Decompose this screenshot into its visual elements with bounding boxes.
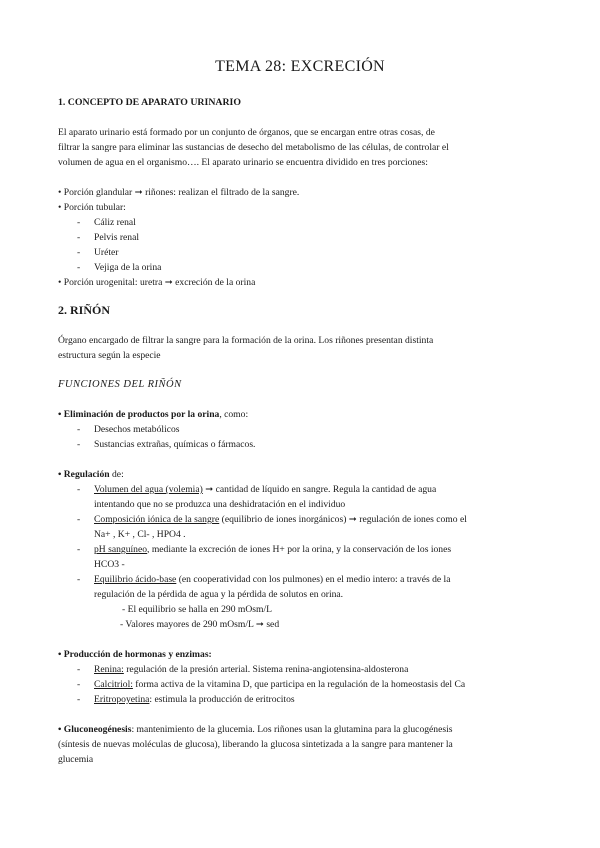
list-item-cont: regulación de la pérdida de agua y la pérdida de solutos en orina. — [94, 589, 344, 600]
list-item: Sustancias extrañas, químicas o fármacos. — [94, 439, 256, 450]
list-item: Composición iónica de la sangre (equilibrio de iones inorgánicos) ➞ regulación de iones como el — [94, 514, 467, 525]
funciones-heading: FUNCIONES DEL RIÑÓN — [58, 379, 182, 390]
list-item: pH sanguíneo, mediante la excreción de iones H+ por la orina, y la conservación de los iones — [94, 544, 452, 555]
dash-marker: - — [77, 514, 81, 525]
dash-marker: - — [77, 232, 81, 243]
gluconeogenesis-para: • Gluconeogénesis: mantenimiento de la glucemia. Los riñones usan la glutamina para la glucogénesis — [58, 724, 453, 735]
list-item-cont: Na+ , K+ , Cl- , HPO4 . — [94, 529, 186, 540]
list-item: Equilibrio ácido-base (en cooperatividad con los pulmones) en el medio intero: a través de la — [94, 574, 451, 585]
page-title: TEMA 28: EXCRECIÓN — [215, 58, 385, 75]
dash-marker: - — [77, 544, 81, 555]
list-item: Pelvis renal — [94, 232, 140, 243]
dash-marker: - — [77, 484, 81, 495]
gluconeogenesis-line: (síntesis de nuevas moléculas de glucosa), liberando la glucosa sintetizada a la sangre para mantener la — [58, 739, 453, 750]
dash-marker: - — [77, 694, 81, 705]
eliminacion-bullet: • Eliminación de productos por la orina, como: — [58, 409, 249, 420]
nested-note: - El equilibrio se halla en 290 mOsm/L — [122, 604, 273, 615]
bullet-urogenital: • Porción urogenital: uretra ➞ excreción de la orina — [58, 277, 256, 288]
list-item: Desechos metabólicos — [94, 424, 180, 435]
list-item: Vejiga de la orina — [94, 262, 162, 273]
bullet-glandular: • Porción glandular ➞ riñones: realizan el filtrado de la sangre. — [58, 187, 300, 198]
list-item: Calcitriol: forma activa de la vitamina D, que participa en la regulación de la homeostasis del Ca — [94, 679, 466, 690]
dash-marker: - — [77, 247, 81, 258]
section1-para-line: El aparato urinario está formado por un conjunto de órganos, que se encargan entre otras cosas, de — [58, 127, 435, 138]
list-item: Volumen del agua (volemia) ➞ cantidad de líquido en sangre. Regula la cantidad de agua — [94, 484, 437, 495]
section1-para-line: filtrar la sangre para eliminar las sustancias de desecho del metabolismo de las células, de controlar el — [58, 142, 449, 153]
list-item: Eritropoyetina: estimula la producción de eritrocitos — [94, 694, 295, 705]
section1-heading: 1. CONCEPTO DE APARATO URINARIO — [58, 97, 241, 108]
list-item-cont: HCO3 - — [94, 559, 125, 570]
dash-marker: - — [77, 217, 81, 228]
hormonas-bullet: • Producción de hormonas y enzimas: — [58, 649, 212, 660]
list-item-cont: intentando que no se produzca una deshidratación en el individuo — [94, 499, 346, 510]
section2-para-line: Órgano encargado de filtrar la sangre para la formación de la orina. Los riñones presentan distinta — [58, 335, 434, 346]
section2-heading: 2. RIÑÓN — [58, 303, 111, 317]
list-item: Uréter — [94, 247, 119, 258]
dash-marker: - — [77, 439, 81, 450]
section1-para-line: volumen de agua en el organismo…. El aparato urinario se encuentra dividido en tres porciones: — [58, 157, 428, 168]
dash-marker: - — [77, 424, 81, 435]
dash-marker: - — [77, 664, 81, 675]
list-item: Cáliz renal — [94, 217, 136, 228]
dash-marker: - — [77, 679, 81, 690]
section2-para-line: estructura según la especie — [58, 350, 161, 361]
list-item: Renina: regulación de la presión arterial. Sistema renina-angiotensina-aldosterona — [94, 664, 409, 675]
dash-marker: - — [77, 574, 81, 585]
dash-marker: - — [77, 262, 81, 273]
bullet-tubular: • Porción tubular: — [58, 202, 126, 213]
nested-note: - Valores mayores de 290 mOsm/L ➞ sed — [120, 619, 280, 630]
regulacion-bullet: • Regulación de: — [58, 469, 124, 480]
gluconeogenesis-line: glucemia — [58, 754, 94, 765]
